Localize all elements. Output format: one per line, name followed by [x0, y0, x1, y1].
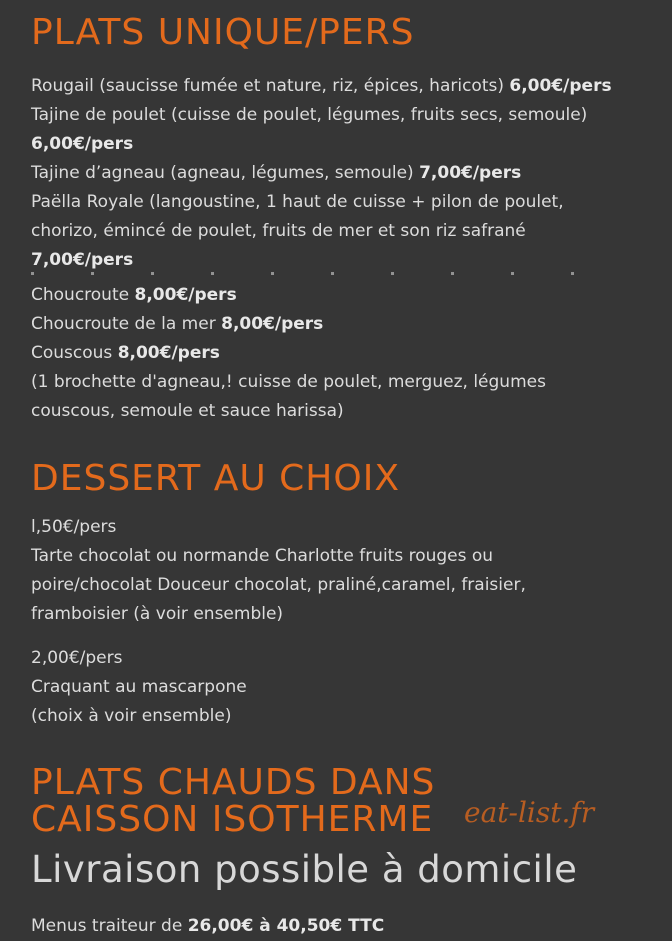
menu-line	[31, 339, 546, 368]
dessert-line: (choix à voir ensemble)	[31, 706, 232, 726]
menus-traiteur-text: Menus traiteur de	[31, 916, 188, 936]
menu-line-price: 8,00€/pers	[134, 285, 237, 305]
cropped-text-fragment	[31, 272, 591, 275]
dessert-price: 2,00€/pers	[31, 648, 123, 668]
cropped-text-line	[31, 268, 591, 278]
menu-line-price: 8,00€/pers	[221, 314, 324, 334]
section-title-dessert: DESSERT AU CHOIX	[31, 458, 400, 499]
section-title-plats-chauds	[31, 764, 435, 838]
menu-line-price: 8,00€/pers	[117, 343, 220, 363]
watermark-logo: eat-list.fr	[464, 796, 595, 829]
menu-line-price: 6,00€/pers	[509, 76, 612, 96]
menu-line	[31, 310, 546, 339]
menu-line-text: Couscous	[31, 343, 118, 363]
section-title-line: PLATS CHAUDS DANS	[31, 762, 436, 803]
plats-unique-list-2	[31, 281, 546, 426]
menu-line-text: Tajine d’agneau (agneau, légumes, semoule)	[31, 163, 420, 183]
menu-line	[31, 368, 546, 397]
menu-line-price: 7,00€/pers	[31, 250, 134, 270]
menu-line-price: 7,00€/pers	[419, 163, 522, 183]
dessert-line: poire/chocolat Douceur chocolat, praliné,caramel, fraisier,	[31, 575, 526, 595]
menu-line	[31, 101, 612, 130]
dessert-line: framboisier (à voir ensemble)	[31, 604, 284, 624]
delivery-subtitle: Livraison possible à domicile	[31, 848, 578, 891]
menu-line-text: Rougail (saucisse fumée et nature, riz, épices, haricots)	[31, 76, 510, 96]
menus-traiteur-line	[31, 912, 384, 941]
menu-line	[31, 159, 612, 188]
dessert-price: l,50€/pers	[31, 517, 117, 537]
section-title-line: CAISSON ISOTHERME	[31, 799, 434, 840]
menus-traiteur-price: 26,00€ à 40,50€ TTC	[187, 916, 385, 936]
menu-line	[31, 397, 546, 426]
plats-unique-list-1	[31, 72, 612, 275]
menu-line-text: Choucroute de la mer	[31, 314, 222, 334]
menu-line-text: (1 brochette d'agneau,! cuisse de poulet, merguez, légumes	[31, 372, 546, 392]
dessert-line: Tarte chocolat ou normande Charlotte fruits rouges ou	[31, 546, 494, 566]
menu-line-text: Choucroute	[31, 285, 135, 305]
menu-line	[31, 217, 612, 246]
menu-line-text: Tajine de poulet (cuisse de poulet, légumes, fruits secs, semoule)	[31, 105, 588, 125]
menu-line-text: couscous, semoule et sauce harissa)	[31, 401, 344, 421]
menu-line-text: Paëlla Royale (langoustine, 1 haut de cuisse + pilon de poulet,	[31, 192, 564, 212]
dessert-block-2	[31, 644, 247, 731]
dessert-block-1	[31, 513, 526, 629]
section-title-plats-unique: PLATS UNIQUE/PERS	[31, 12, 415, 53]
menu-line	[31, 281, 546, 310]
dessert-line: Craquant au mascarpone	[31, 677, 247, 697]
menu-line-text: chorizo, émincé de poulet, fruits de mer et son riz safrané	[31, 221, 526, 241]
menu-line	[31, 130, 612, 159]
menu-line-price: 6,00€/pers	[31, 134, 134, 154]
menu-line	[31, 188, 612, 217]
menu-line	[31, 72, 612, 101]
